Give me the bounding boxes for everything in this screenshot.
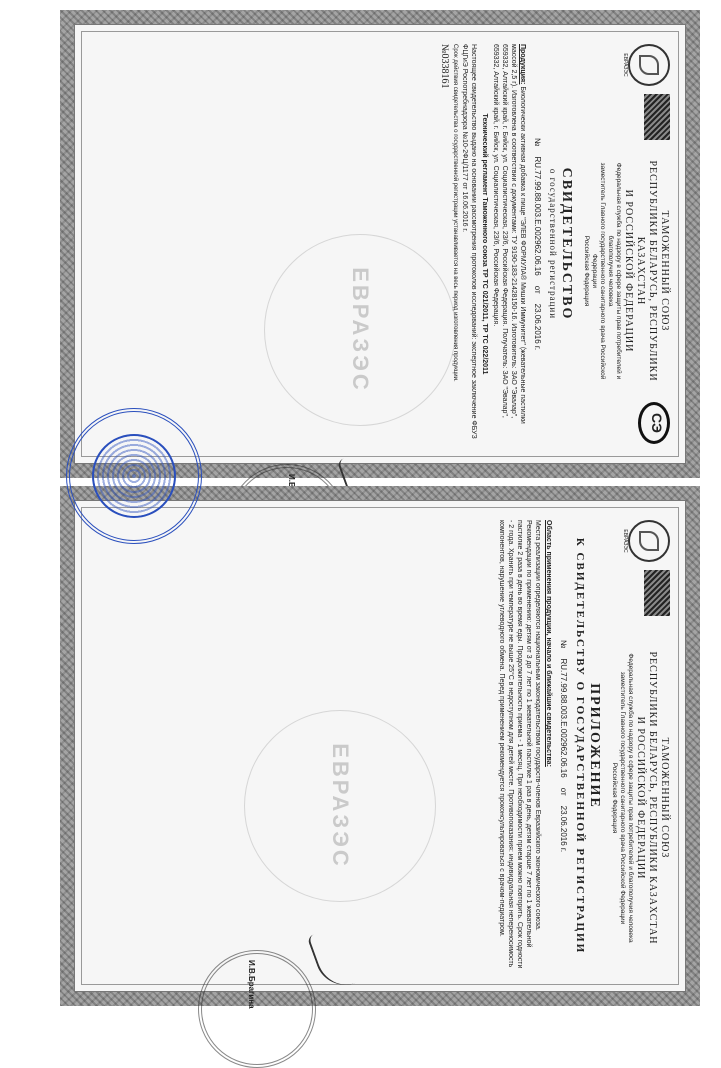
issuing-official: заместитель Главного государственного санитарного врача Российской Федерации (619, 671, 626, 925)
registration-date: 23.06.2016 г. (559, 805, 568, 853)
union-members-2: И РОССИЙСКОЙ ФЕДЕРАЦИИ (635, 716, 646, 880)
number-prefix: № (533, 137, 542, 147)
registration-number-row (559, 520, 568, 972)
document-subtitle: о государственной регистрации (548, 168, 558, 320)
scope-text: Места реализации определяются национальным законодательством государств-членов Евразийского экономического союза. Рекомендации по применению: детям от 3 до 7 лет по 1 жевательной пастилке 1 раз в день, детям старше 7 лет по 1 жевательной пастилке 2 раза в день во время еды. Продолжительность приема - 1 месяц. При необходимости прием можно повторить. Срок годности - 2 года. Хранить при температуре не выше 25°С в недоступном для детей месте. Противопоказания: индивидуальная непереносимость компонентов, нарушение углеводного обмена. Перед применением рекомендуется проконсультироваться с врачом-педиатром. (498, 520, 541, 969)
emblem-label: ЕВРАЗЭС (622, 53, 628, 77)
union-title: ТАМОЖЕННЫЙ СОЮЗ (659, 737, 670, 859)
country: Российская Федерация (583, 235, 590, 307)
seal-core (92, 434, 176, 518)
union-members-2: И РОССИЙСКОЙ ФЕДЕРАЦИИ (623, 189, 634, 353)
union-members: РЕСПУБЛИКИ БЕЛАРУСЬ, РЕСПУБЛИКИ КАЗАХСТАН (635, 160, 658, 382)
union-members: РЕСПУБЛИКИ БЕЛАРУСЬ, РЕСПУБЛИКИ КАЗАХСТАН (647, 651, 658, 945)
issuing-official: заместитель Главного государственного санитарного врача Российской Федерации (591, 162, 606, 380)
form-serial-number: №0338161 (439, 44, 450, 89)
blue-seal-stamp (66, 408, 202, 544)
annex-content (84, 510, 676, 1009)
security-pattern (644, 570, 670, 616)
number-prefix: № (559, 639, 568, 649)
issuing-authority: Федеральная служба по надзору в сфере защиты прав потребителей и благополучия человека (627, 653, 634, 943)
certificate-content (84, 34, 676, 454)
document-title: СВИДЕТЕЛЬСТВО (559, 167, 574, 321)
annex-paper (74, 500, 686, 1009)
annex-sheet (60, 486, 700, 1009)
product-description: Биологически активная добавка к пище "ЭЛЕВ ФОРМУЛА® Мишки Иммунитет" (жевательные пастилки массой 2,5 г). Изготовлена в соответствии с документами: ТУ 9190-183-21428150-16. Изготовитель: ЗАО "Эвалар", 659332, Алтайский край, г. Бийск, ул. Социалистическая, 23/6, Российская Федерация. Получатель: ЗАО "Эвалар", 659332, Алтайский край, г. Бийск, ул. Социалистическая, 23/6, Российская Федерация. (492, 44, 526, 424)
certificate-header (582, 44, 670, 444)
eurasec-emblem-icon (622, 44, 670, 86)
eurasec-emblem-icon (622, 520, 670, 562)
registration-number: RU.77.99.88.003.Е.002962.06.16 (559, 658, 568, 778)
registration-number-row (533, 44, 542, 444)
certificate-sheet (60, 10, 700, 478)
annex-body (497, 520, 553, 972)
product-label: Продукция: (519, 44, 526, 85)
basis-statement: Настоящее свидетельство выдано на основании рассмотрения протоколов исследований: экспертное заключение ФБУЗ ФЦГиЭ Роспотребнадзора №10-2ФЦ/1177 от 16.06.2016 г. (461, 44, 477, 439)
conformity-mark-icon: СЭ (638, 402, 670, 444)
signatory-name: И.В.Брагина (247, 960, 256, 1009)
registration-number: RU.77.99.88.003.Е.002962.06.16 (533, 156, 542, 276)
registration-date: 23.06.2016 г. (533, 303, 542, 351)
country: Российская Федерация (611, 762, 618, 834)
date-prefix: от (533, 285, 542, 294)
annex-header (610, 520, 670, 972)
validity-note: Срок действия свидетельства о государственной регистрации устанавливается на весь период изготовления продукции. (452, 44, 458, 382)
eurasec-watermark: ЕВРАЗЭС (244, 710, 436, 902)
eurasec-watermark: ЕВРАЗЭС (264, 234, 456, 426)
issuing-authority: Федеральная служба по надзору в сфере защиты прав потребителей и благополучия человека (607, 162, 622, 380)
date-prefix: от (559, 787, 568, 796)
annex-title: ПРИЛОЖЕНИЕ (587, 683, 602, 809)
union-title: ТАМОЖЕННЫЙ СОЮЗ (659, 210, 670, 332)
certificate-paper (74, 24, 686, 464)
security-pattern (644, 94, 670, 140)
certificate-body (440, 44, 527, 444)
official-stamp (198, 950, 316, 1068)
emblem-label: ЕВРАЗЭС (622, 529, 628, 553)
annex-subtitle: К СВИДЕТЕЛЬСТВУ О ГОСУДАРСТВЕННОЙ РЕГИСТРАЦИИ (574, 537, 586, 955)
scope-label: Область применения продукции, начало и ближайшие свидетельства: (545, 520, 552, 767)
compliance-standard: Технический регламент Таможенного союза ТР ТС 021/2011, ТР ТС 022/2011 (481, 113, 488, 375)
